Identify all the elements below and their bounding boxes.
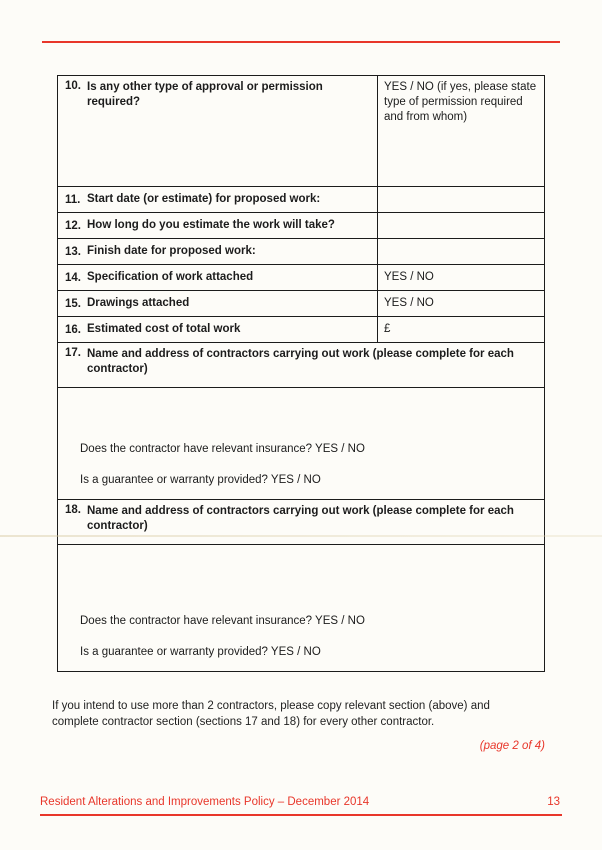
warranty-question: Is a guarantee or warranty provided? YES / NO (80, 645, 321, 658)
footer-page-number: 13 (547, 796, 560, 808)
top-rule (42, 41, 560, 43)
form-row-18-box (58, 544, 544, 671)
question-cell (58, 239, 378, 264)
question-number: 16. (65, 323, 81, 336)
section-heading-cell (58, 500, 544, 544)
question-cell (58, 187, 378, 212)
question-number: 12. (65, 219, 81, 232)
form-row-11 (58, 186, 544, 212)
form-row-16 (58, 316, 544, 342)
form-row-18-heading (58, 499, 544, 544)
question-number: 14. (65, 271, 81, 284)
answer-cell (378, 317, 544, 342)
contractor-entry-box (58, 388, 544, 499)
answer-cell (378, 213, 544, 238)
bottom-rule (40, 814, 562, 816)
question-number: 11. (65, 193, 81, 206)
insurance-question: Does the contractor have relevant insurance? YES / NO (80, 443, 365, 456)
question-number: 13. (65, 245, 81, 258)
question-cell (58, 317, 378, 342)
question-text: Estimated cost of total work (87, 323, 241, 336)
form-row-14 (58, 264, 544, 290)
section-heading-cell (58, 343, 544, 387)
answer-text: YES / NO (384, 271, 434, 284)
question-number: 10. (65, 80, 81, 92)
question-text: Finish date for proposed work: (87, 245, 256, 258)
form-row-13 (58, 238, 544, 264)
form-row-17-box (58, 387, 544, 499)
question-text: Start date (or estimate) for proposed work: (87, 193, 321, 206)
question-number: 18. (65, 504, 81, 516)
answer-cell (378, 291, 544, 316)
answer-cell (378, 239, 544, 264)
answer-cell (378, 76, 544, 186)
form-row-15 (58, 290, 544, 316)
question-text: Specification of work attached (87, 271, 254, 284)
form-row-12 (58, 212, 544, 238)
page-indicator: (page 2 of 4) (479, 740, 545, 752)
question-text: Drawings attached (87, 297, 190, 310)
answer-text: YES / NO (384, 297, 434, 310)
question-cell (58, 265, 378, 290)
warranty-question: Is a guarantee or warranty provided? YES / NO (80, 473, 321, 486)
question-number: 15. (65, 297, 81, 310)
footer-policy-title: Resident Alterations and Improvements Policy – December 2014 (40, 796, 370, 808)
section-heading-text: Name and address of contractors carrying out work (please complete for each contractor) (87, 505, 514, 532)
answer-text: YES / NO (if yes, please state type of permission required and from whom) (384, 81, 537, 123)
question-text: How long do you estimate the work will take? (87, 219, 335, 232)
contractor-entry-box (58, 545, 544, 671)
form-row-17-heading (58, 342, 544, 387)
form-table (57, 75, 545, 672)
copy-sections-note: If you intend to use more than 2 contractors, please copy relevant section (above) and complete contractor section (sections 17 and 18) for every other contractor. (52, 700, 490, 729)
question-number: 17. (65, 347, 81, 359)
answer-cell (378, 187, 544, 212)
question-cell (58, 213, 378, 238)
form-row-10 (58, 76, 544, 186)
question-text: Is any other type of approval or permission required? (87, 81, 323, 108)
question-cell (58, 76, 378, 186)
question-cell (58, 291, 378, 316)
insurance-question: Does the contractor have relevant insurance? YES / NO (80, 615, 365, 628)
answer-text: £ (384, 323, 391, 336)
section-heading-text: Name and address of contractors carrying out work (please complete for each contractor) (87, 348, 514, 375)
answer-cell (378, 265, 544, 290)
